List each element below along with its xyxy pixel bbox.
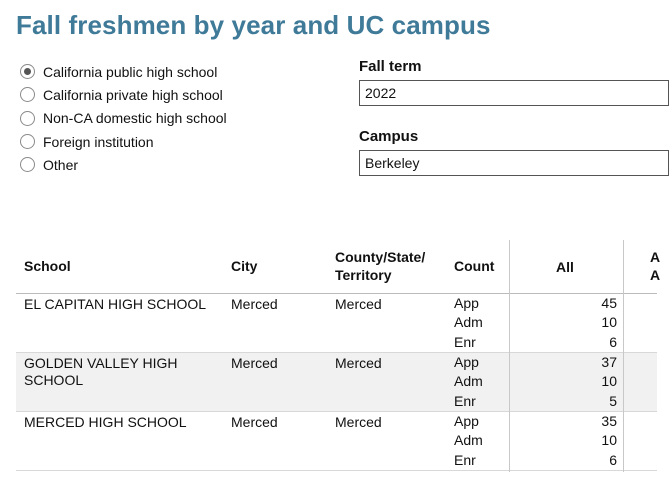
radio-other[interactable] <box>20 153 227 176</box>
all-count-value: 10 <box>601 432 617 449</box>
column-divider <box>623 240 624 472</box>
all-count-value: 5 <box>609 392 617 409</box>
city-cell: Merced <box>231 355 278 371</box>
radio-selected-icon[interactable] <box>20 64 35 79</box>
table-row <box>16 294 657 353</box>
school-name-line2: SCHOOL <box>24 372 84 388</box>
city-cell: Merced <box>231 414 278 430</box>
school-name <box>24 414 187 431</box>
fall-term-label: Fall term <box>359 58 422 75</box>
campus-select[interactable]: Berkeley <box>359 150 669 176</box>
radio-label: California public high school <box>43 63 218 80</box>
count-label: App <box>454 295 479 311</box>
header-city: City <box>231 258 258 274</box>
radio-label: California private high school <box>43 86 223 103</box>
school-name-line1: GOLDEN VALLEY HIGH <box>24 355 178 371</box>
city-cell: Merced <box>231 296 278 312</box>
count-label: App <box>454 354 479 370</box>
radio-california-public[interactable] <box>20 60 227 83</box>
school-type-radio-group <box>20 60 227 176</box>
all-count-value: 37 <box>601 354 617 370</box>
radio-unselected-icon[interactable] <box>20 87 35 102</box>
all-count-value: 10 <box>601 373 617 390</box>
radio-label: Non-CA domestic high school <box>43 110 227 127</box>
radio-unselected-icon[interactable] <box>20 111 35 126</box>
school-name <box>24 355 178 389</box>
header-school: School <box>24 258 71 274</box>
header-county-line1: County/State/ <box>335 249 426 265</box>
header-next-line2: A <box>650 267 661 283</box>
count-label: Enr <box>454 333 476 350</box>
header-county-line2: Territory <box>335 267 392 283</box>
table-header <box>16 240 661 294</box>
count-label: App <box>454 413 479 429</box>
radio-non-ca-domestic[interactable] <box>20 107 227 130</box>
radio-unselected-icon[interactable] <box>20 134 35 149</box>
header-next-column <box>650 248 660 284</box>
campus-label: Campus <box>359 128 419 145</box>
radio-label: Other <box>43 156 79 173</box>
school-name <box>24 296 206 313</box>
count-label: Adm <box>454 373 483 390</box>
radio-unselected-icon[interactable] <box>20 157 35 172</box>
page-title: Fall freshmen by year and UC campus <box>16 10 491 40</box>
all-count-value: 10 <box>601 314 617 331</box>
freshmen-table <box>16 240 661 472</box>
county-cell: Merced <box>335 355 382 371</box>
all-count-value: 6 <box>609 333 617 350</box>
count-label: Enr <box>454 451 476 468</box>
count-label: Enr <box>454 392 476 409</box>
header-count: Count <box>454 258 495 274</box>
header-county <box>335 248 425 284</box>
header-next-line1: A <box>650 249 661 265</box>
county-cell: Merced <box>335 296 382 312</box>
fall-term-select[interactable]: 2022 <box>359 80 669 106</box>
header-all: All <box>556 259 574 275</box>
county-cell: Merced <box>335 414 382 430</box>
radio-california-private[interactable] <box>20 83 227 106</box>
count-label: Adm <box>454 432 483 449</box>
school-name-line1: EL CAPITAN HIGH SCHOOL <box>24 296 207 312</box>
column-divider <box>509 240 510 472</box>
all-count-value: 6 <box>609 451 617 468</box>
all-count-value: 45 <box>601 295 617 311</box>
all-count-value: 35 <box>601 413 617 429</box>
count-label: Adm <box>454 314 483 331</box>
table-row <box>16 412 657 471</box>
radio-foreign-institution[interactable] <box>20 130 227 153</box>
radio-label: Foreign institution <box>43 133 154 150</box>
table-row <box>16 353 657 412</box>
school-name-line1: MERCED HIGH SCHOOL <box>24 414 187 430</box>
